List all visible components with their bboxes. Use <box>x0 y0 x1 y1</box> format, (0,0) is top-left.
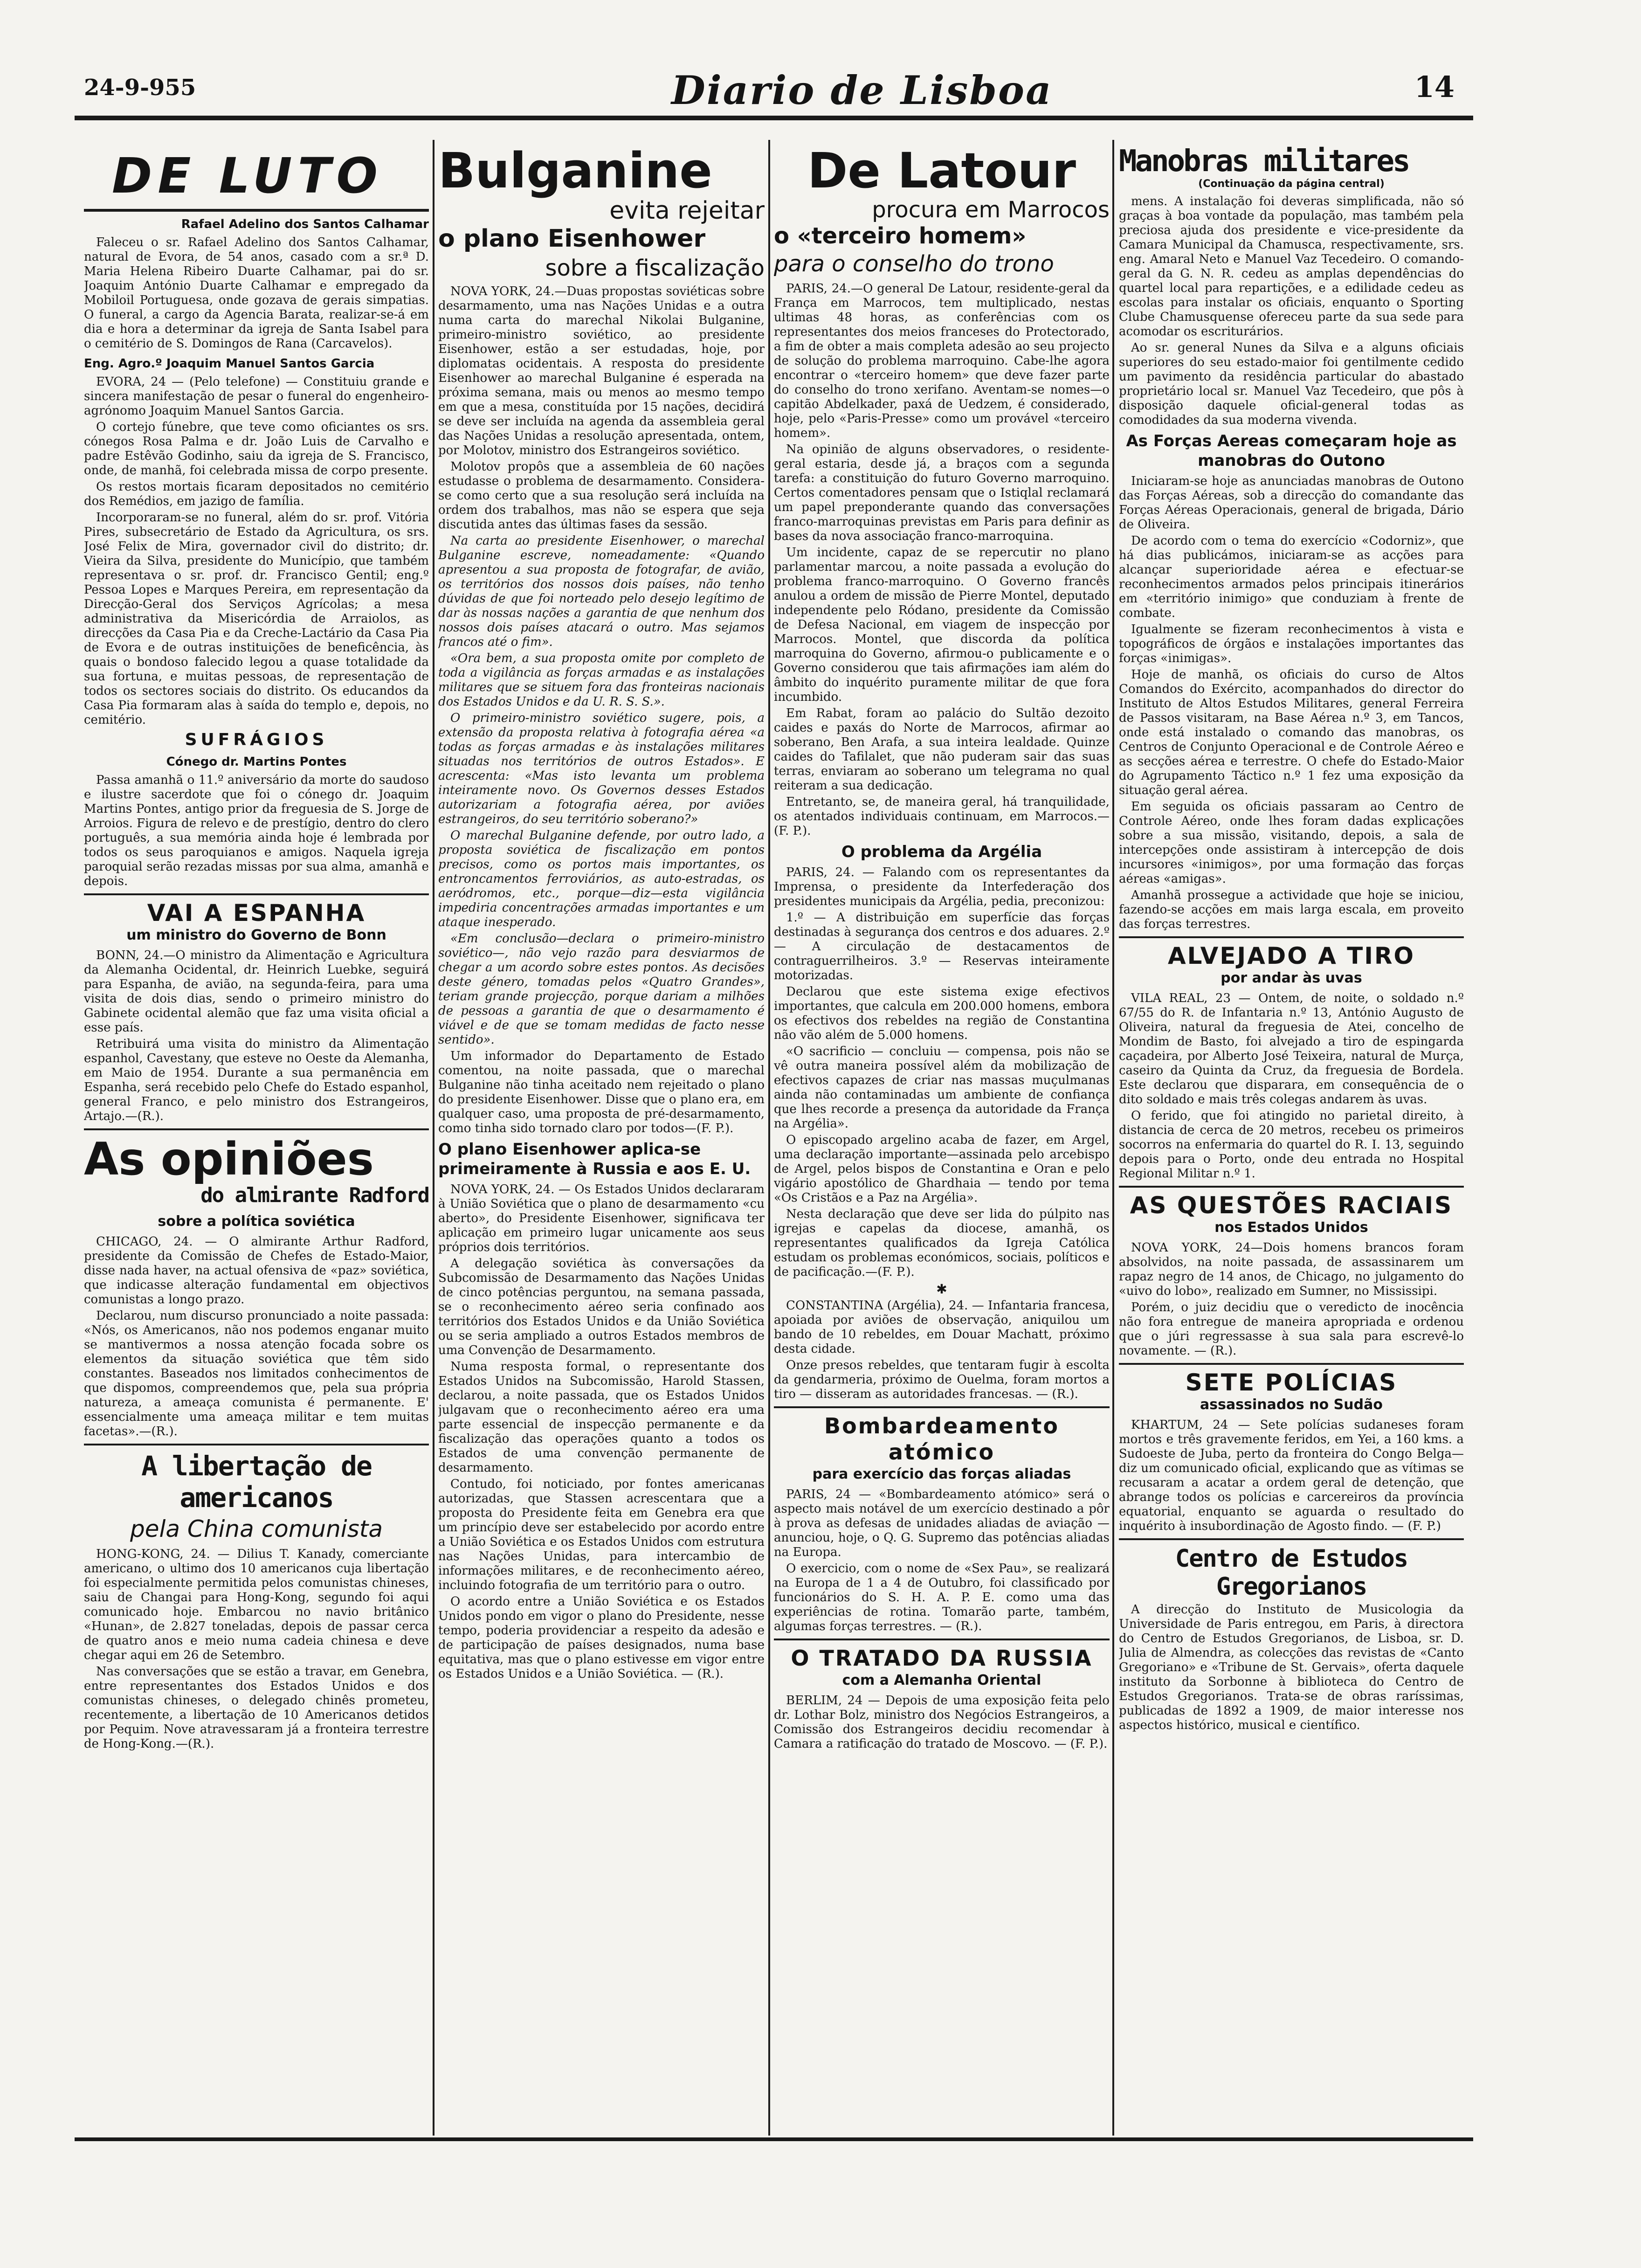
obituary-text: EVORA, 24 — (Pelo telefone) — Constituiu grande e sincera manifestação de pesar o funeral do engenheiro-agrónomo Joaquim Manuel Santos Garcia. <box>84 375 429 418</box>
article-text: O ferido, que foi atingido no parietal direito, à distancia de cerca de 20 metros, recebeu os primeiros socorros na enfermaria do quartel do R. I. 13, seguindo depois para o Porto, onde deu entrada no Hospital Regional Militar n.º 1. <box>1119 1109 1464 1181</box>
article-text: Na carta ao presidente Eisenhower, o marechal Bulganine escreve, nomeadamente: «Quando apresentou a sua proposta de fotografar, de avião, os territórios dos nossos dois países, não tenho dúvidas de que foi norteado pelo desejo legítimo de dar às nossas nações a garantia de que nenhum dos nossos dois países atacará o outro. Mas sejamos francos até o fim». <box>438 534 765 649</box>
article-text: PARIS, 24. — Falando com os representantes da Imprensa, o presidente da Interfederação dos presidentes municipais da Argélia, pedia, preconizou: <box>774 865 1110 908</box>
article-text: mens. A instalação foi deveras simplificada, não só graças à boa vontade da população, mas também pela preciosa ajuda dos presidente e vice-presidente da Camara Municipal da Chamusca, respectivamente, srs. eng. Amaral Neto e Manuel Vaz Tecedeiro. O comando-geral da G. N. R. cedeu as amplas dependências do quartel local para repartições, e a edilidade cedeu as escolas para instalar os oficiais, enquanto o Sporting Clube Chamusquense ofereceu parte da sua sede para acomodar os escriturários. <box>1119 194 1464 339</box>
article-text: A direcção do Instituto de Musicologia da Universidade de Paris entregou, em Paris, à directora do Centro de Estudos Gregorianos, de Lisboa, sr. D. Julia de Almendra, as colecções das revistas de «Canto Gregoriano» e «Tribune de St. Gervais», oferta daquele instituto da Sorbonne à biblioteca do Centro de Estudos Gregorianos. Trata-se de obras raríssimas, publicadas de 1892 a 1909, de maior interesse nos aspectos histórico, musical e científico. <box>1119 1603 1464 1732</box>
article-text: O acordo entre a União Soviética e os Estados Unidos pondo em vigor o plano do Presidente, nesse tempo, poderia providenciar a respeito da adesão e de participação de países designados, numa base equitativa, mas que o plano estivesse em vigor entre os Estados Unidos e a União Soviética. — (R.). <box>438 1595 765 1681</box>
headline: Bombardeamento atómico <box>824 1413 1059 1465</box>
article-text: HONG-KONG, 24. — Dilius T. Kanady, comerciante americano, o ultimo dos 10 americanos cuja libertação foi especialmente permitida pelos comunistas chineses, saiu de Changai para Hong-Kong, segundo foi aqui comunicado hoje. Embarcou no navio britânico «Hunan», de 2.827 toneladas, depois de passar cerca de quatro anos e meio numa cadeia chinesa e deve chegar aqui em 26 de Setembro. <box>84 1547 429 1662</box>
subheadline: com a Alemanha Oriental <box>842 1672 1041 1688</box>
suffrages-heading: SUFRÁGIOS <box>185 730 328 749</box>
continuation-note: (Continuação da página central) <box>1198 178 1385 190</box>
article-text: Amanhã prossegue a actividade que hoje se iniciou, fazendo-se acções em mais larga escala, em proveito das forças terrestres. <box>1119 888 1464 931</box>
issue-date: 24-9-955 <box>84 75 196 101</box>
divider <box>1119 1363 1464 1365</box>
article-text: O marechal Bulganine defende, por outro lado, a proposta soviética de fiscalização em pontos precisos, como os portos mais importantes, os entroncamentos ferroviários, as auto-estradas, os aeródromos, etc., porque—diz—esta vigilância impediria concentrações armadas importantes e um ataque inesperado. <box>438 829 765 929</box>
subheadline: assassinados no Sudão <box>1200 1397 1383 1413</box>
obituary-text: Passa amanhã o 11.º aniversário da morte do saudoso e ilustre sacerdote que foi o cónego dr. Joaquim Martins Pontes, antigo prior da freguesia de S. Jorge de Arroios. Figura de relevo e de prestígio, dentro do clero português, a sua memória ainda hoje é lembrada por todos os seus paroquianos e amigos. Naquela igreja paroquial serão rezadas missas por sua alma, amanhã e depois. <box>84 773 429 888</box>
headline-line: do almirante Radford <box>200 1183 429 1207</box>
article-text: KHARTUM, 24 — Sete polícias sudaneses foram mortos e três gravemente feridos, em Yei, a 160 kms. a Sudoeste de Juba, perto da fronteira do Congo Belga—diz um comunicado oficial, explicando que as vítimas se recusaram a acatar a ordem geral de detenção, que abrange todos os polícias e carcereiros da província equatorial, enquanto se aguarda o resultado do inquérito à insubordinação de Agosto findo. — (F. P.) <box>1119 1418 1464 1533</box>
divider <box>84 893 429 895</box>
subheadline: por andar às uvas <box>1220 970 1362 986</box>
article-text: BERLIM, 24 — Depois de uma exposição feita pelo dr. Lothar Bolz, ministro dos Negócios Estrangeiros, a Comissão dos Estrangeiros decidiu recomendar à Camara a ratificação do tratado de Moscovo. — (F. P.). <box>774 1694 1110 1751</box>
headline-line: o «terceiro homem» <box>774 223 1027 249</box>
article-text: Molotov propôs que a assembleia de 60 nações estudasse o problema de desarmamento. Considera-se como certo que a sua resolução será incluída na ordem dos trabalhos, mas não se espera que seja discutida antes das últimas fases da sessão. <box>438 460 765 532</box>
subheadline: sobre a política soviética <box>158 1213 355 1230</box>
article-text: «Ora bem, a sua proposta omite por completo de toda a vigilância as forças armadas e as instalações militares que se situem fora das fronteiras nacionais dos Estados Unidos e da U. R. S. S.». <box>438 651 765 709</box>
asterisk-separator: ✱ <box>936 1281 947 1297</box>
headline-line: procura em Marrocos <box>872 197 1110 223</box>
obituary-text: Faleceu o sr. Rafael Adelino dos Santos Calhamar, natural de Evora, de 54 anos, casado com a sr.ª D. Maria Helena Ribeiro Duarte Calhamar, pai do sr. Joaquim António Duarte Calhamar e empregado da Mobiloil Portuguesa, onde gozava de gerais simpatias. O funeral, a cargo da Agencia Barata, realizar-se-á em dia e hora a determinar da igreja de Santa Isabel para o cemitério de S. Domingos de Rana (Carcavelos). <box>84 235 429 351</box>
headline-line: para o conselho do trono <box>774 251 1054 277</box>
article-text: Nas conversações que se estão a travar, em Genebra, entre representantes dos Estados Unidos e dos comunistas chineses, o delegado chinês prometeu, recentemente, a libertação de 10 Americanos detidos por Pequim. Nove atravessaram já a fronteira terrestre de Hong-Kong.—(R.). <box>84 1665 429 1751</box>
obituary-name: Rafael Adelino dos Santos Calhamar <box>181 217 429 231</box>
column-1 <box>84 145 429 2131</box>
article-text: «O sacrificio — concluiu — compensa, pois não se vê outra maneira possível além da mobilização de efectivos capazes de criar nas massas muçulmanas ainda não contaminadas um ambiente de confiança que lhes recorde a presença da autoridade da França na Argélia». <box>774 1044 1110 1131</box>
headline: A libertação de americanos <box>141 1450 372 1514</box>
headline-line: evita rejeitar <box>609 197 765 225</box>
article-text: Declarou que este sistema exige efectivos importantes, que calcula em 200.000 homens, embora os efectivos dos rebeldes na região de Constantina não vão além de 5.000 homens. <box>774 985 1110 1042</box>
page-number: 14 <box>1414 70 1455 104</box>
article-text: NOVA YORK, 24. — Os Estados Unidos declararam à União Soviética que o plano de desarmamento «cu aberto», do Presidente Eisenhower, significava ter aplicação em primeiro lugar unicamente aos seus próprios dois territórios. <box>438 1182 765 1254</box>
article-text: O exercicio, com o nome de «Sex Pau», se realizará na Europa de 1 a 4 de Outubro, foi classificado por funcionários do S. H. A. P. E. como uma das experiências de rotina. Tomarão parte, também, algumas forças terrestres. — (R.). <box>774 1562 1110 1633</box>
article-text: PARIS, 24.—O general De Latour, residente-geral da França em Marrocos, tem multiplicado, nestas ultimas 48 horas, as conferências com os representantes dos meios franceses do Protectorado, a fim de obter a mais completa adesão ao seu projecto de solução do problema marroquino. Cabe-lhe agora encontrar o «terceiro homem» que deve fazer parte do conselho do trono xerifano. Aventam-se nomes—o capitão Abdelkader, paxá de Uedzem, é considerado, hoje, pelo «Paris-Presse» como um provável «terceiro homem». <box>774 282 1110 440</box>
article-text: 1.º — A distribuição em superfície das forças destinadas à segurança dos centros e dos aduares. 2.º — A circulação de destacamentos de contraguerrilheiros. 3.º — Reservas inteiramente motorizadas. <box>774 911 1110 982</box>
article-text: NOVA YORK, 24—Dois homens brancos foram absolvidos, na noite passada, de assassinarem um rapaz negro de 14 anos, de Chicago, no julgamento do «uivo do lobo», realizado em Sumner, no Mississipi. <box>1119 1241 1464 1298</box>
article-text: Porém, o juiz decidiu que o veredicto de inocência não fora entregue de maneira apropriada e ordenou que o júri regressasse à sua sala para escrevê-lo novamente. — (R.). <box>1119 1300 1464 1358</box>
article-text: CONSTANTINA (Argélia), 24. — Infantaria francesa, apoiada por aviões de observação, aniquilou um bando de 10 rebeldes, em Douar Machatt, próximo desta cidade. <box>774 1299 1110 1356</box>
article-text: Ao sr. general Nunes da Silva e a alguns oficiais superiores do seu estado-maior foi gentilmente cedido um pavimento da residência particular do abastado proprietário local sr. Manuel Vaz Tecedeiro, que pôs à disposição daquele oficial-general todas as comodidades da sua moderna vivenda. <box>1119 341 1464 427</box>
subheadline: nos Estados Unidos <box>1214 1219 1368 1236</box>
article-text: A delegação soviética às conversações da Subcomissão de Desarmamento das Nações Unidas de cinco potências perguntou, na semana passada, se o reconhecimento aéreo seria confinado aos territórios dos Estados Unidos e da União Soviética ou se seria ampliado a outros Estados membros de uma Convenção de Desarmamento. <box>438 1257 765 1357</box>
article-text: Um informador do Departamento de Estado comentou, na noite passada, que o marechal Bulganine não tinha aceitado nem rejeitado o plano do presidente Eisenhower. Disse que o plano era, em qualquer caso, uma proposta de pré-desarmamento, como tinha sido tornado claro por todos—(F. P.). <box>438 1049 765 1135</box>
obituary-name: Cónego dr. Martins Pontes <box>166 755 347 769</box>
divider <box>1119 936 1464 938</box>
column-3 <box>774 145 1110 2131</box>
article-text: VILA REAL, 23 — Ontem, de noite, o soldado n.º 67/55 do R. de Infantaria n.º 13, António Augusto de Oliveira, natural da freguesia de Atei, concelho de Mondim de Basto, foi alvejado a tiro de espingarda caçadeira, por Alberto José Teixeira, natural de Murça, caseiro da Quinta da Cruz, da freguesia de Bordela. Este declarou que disparara, em consequência de o dito soldado e mais três colegas andarem às uvas. <box>1119 991 1464 1106</box>
subheadline: um ministro do Governo de Bonn <box>126 927 386 943</box>
divider <box>84 1444 429 1445</box>
article-text: O episcopado argelino acaba de fazer, em Argel, uma declaração importante—assinada pelo arcebispo de Argel, pelos bispos de Constantina e Oran e pelo vigário apostólico de Ghardhaia — tendo por tema «Os Cristãos e a Paz na Argélia». <box>774 1133 1110 1205</box>
divider <box>774 1639 1110 1640</box>
article-text: Um incidente, capaz de se repercutir no plano parlamentar marcou, a noite passada a evolução do problema franco-marroquino. O Governo francês anulou a ordem de missão de Pierre Montel, deputado independente pelo Ródano, presidente da Comissão de Defesa Nacional, em viagem de inspecção por Marrocos. Montel, que discorda da política marroquina do Governo, afirmou-o publicamente e o Governo considerou que tais afirmações iam além do âmbito do inquérito puramente militar de que fora incumbido. <box>774 546 1110 704</box>
newspaper-name: Diario de Lisboa <box>671 67 1053 113</box>
article-text: BONN, 24.—O ministro da Alimentação e Agricultura da Alemanha Ocidental, dr. Heinrich Luebke, seguirá para Espanha, de avião, na segunda-feira, para uma visita de dois dias, sendo o primeiro ministro do Gabinete ocidental alemão que faz uma visita oficial a esse país. <box>84 948 429 1035</box>
subheadline: As Forças Aereas começaram hoje as manobras do Outono <box>1126 432 1457 470</box>
divider <box>1119 1186 1464 1188</box>
column-4 <box>1119 145 1464 2131</box>
article-text: Igualmente se fizeram reconhecimentos à vista e topográficos de órgãos e instalações importantes das forças «inimigas». <box>1119 622 1464 665</box>
article-text: Declarou, num discurso pronunciado a noite passada: «Nós, os Americanos, não nos podemos enganar muito se mantivermos a nossa atenção focada sobre os elementos da situação soviética que têm sido constantes. Baseados nos limitados conhecimentos de que dispomos, compreendemos que, pela sua própria natureza, a ameaça comunista é permanente. E' essencialmente uma ameaça militar e tem muitas facetas».—(R.). <box>84 1309 429 1438</box>
article-text: CHICAGO, 24. — O almirante Arthur Radford, presidente da Comissão de Chefes de Estado-Maior, disse nada haver, na actual ofensiva de «paz» soviética, que indicasse alteração fundamental em objectivos comunistas a longo prazo. <box>84 1235 429 1307</box>
headline-line: sobre a fiscalização <box>545 255 765 281</box>
article-text: Contudo, foi noticiado, por fontes americanas autorizadas, que Stassen acrescentara que a proposta do Presidente feita em Genebra era que um princípio deve ser estabelecido por acordo entre a União Soviética e os Estados Unidos com estrutura nas Nações Unidas, para intercambio de informações militares, e de reconhecimento aéreo, incluindo fotografia de um território para o outro. <box>438 1477 765 1592</box>
column-separator <box>433 140 434 2136</box>
article-text: Retribuirá uma visita do ministro da Alimentação espanhol, Cavestany, que esteve no Oeste da Alemanha, em Maio de 1954. Durante a sua permanência em Espanha, será recebido pelo Chefe do Estado espanhol, general Franco, e pelo ministro dos Estrangeiros, Artajo.—(R.). <box>84 1037 429 1123</box>
headline: As opiniões <box>84 1133 374 1185</box>
headline: VAI A ESPANHA <box>147 899 366 927</box>
footer-rule <box>75 2137 1473 2141</box>
obituary-heading: DE LUTO <box>112 147 383 204</box>
headline: SETE POLÍCIAS <box>1185 1369 1398 1396</box>
headline: O TRATADO DA RUSSIA <box>791 1646 1093 1671</box>
obituary-text: Incorporaram-se no funeral, além do sr. prof. Vitória Pires, subsecretário de Estado da Agricultura, os srs. José Felix de Mira, governador civil do distrito; dr. Vieira da Silva, presidente do Município, que também representava o sr. prof. dr. Francisco Gentil; eng.º Pessoa Lopes e Marques Pereira, em representação da Direcção-Geral dos Serviços Agrícolas; a mesa administrativa da Misericórdia de Arraiolos, as direcções da Casa Pia e da Creche-Lactário da Casa Pia de Evora e de outras instituições de beneficência, às quais o bondoso falecido legou a quase totalidade da sua fortuna, e muitas pessoas, de representação de todos os sectores sociais do distrito. Os educandos da Casa Pia formaram alas à saída do templo e, depois, no cemitério. <box>84 511 429 727</box>
article-text: Iniciaram-se hoje as anunciadas manobras de Outono das Forças Aéreas, sob a direcção do comandante das Forças Aéreas Operacionais, general de brigada, Dário de Oliveira. <box>1119 474 1464 532</box>
article-text: Em seguida os oficiais passaram ao Centro de Controle Aéreo, onde lhes foram dadas explicações sobre a sua missão, visitando, depois, a sala de intercepções onde assistiram à intercepção de dois incursores «inimigos», por uma formação das forças aéreas «amigas». <box>1119 800 1464 886</box>
headline: De Latour <box>807 145 1076 199</box>
column-2 <box>438 145 765 2131</box>
masthead-rule <box>75 116 1473 120</box>
divider <box>84 209 429 212</box>
article-text: Nesta declaração que deve ser lida do púlpito nas igrejas e capelas da diocese, amanhã, os representantes qualificados da Igreja Católica estudam os problemas económicos, sociais, políticos e de pacificação.—(F. P.). <box>774 1207 1110 1279</box>
column-separator <box>1112 140 1114 2136</box>
headline-line: o plano Eisenhower <box>438 225 706 253</box>
headline: Bulganine <box>438 145 712 199</box>
column-separator <box>768 140 770 2136</box>
obituary-name: Eng. Agro.º Joaquim Manuel Santos Garcia <box>84 357 375 371</box>
headline: AS QUESTÕES RACIAIS <box>1130 1192 1453 1219</box>
article-text: Numa resposta formal, o representante dos Estados Unidos na Subcomissão, Harold Stassen, declarou, a noite passada, que os Estados Unidos julgavam que o reconhecimento aéreo era uma parte essencial de inspecção permanente e da fiscalização das operações quanto a todos os Estados de uma convenção permanente de desarmamento. <box>438 1360 765 1475</box>
article-text: «Em conclusão—declara o primeiro-ministro soviético—, não vejo razão para desviarmos de chegar a um acordo sobre estes pontos. As decisões deste género, tomadas pelos «Quatro Grandes», teriam grande projecção, porque dariam a milhões de pessoas a garantia de que o desarmamento é viável e de que se tomam medidas de facto nesse sentido». <box>438 932 765 1047</box>
subheadline: O plano Eisenhower aplica-se primeiramente à Russia e aos E. U. <box>438 1140 751 1178</box>
article-text: Entretanto, se, de maneira geral, há tranquilidade, os atentados individuais continuam, em Marrocos.—(F. P.). <box>774 795 1110 838</box>
headline-line: pela China comunista <box>130 1515 383 1542</box>
subheadline: para exercício das forças aliadas <box>812 1466 1071 1482</box>
subheadline: O problema da Argélia <box>841 843 1042 861</box>
obituary-text: O cortejo fúnebre, que teve como oficiantes os srs. cónegos Rosa Palma e dr. João Luis de Carvalho e padre Estêvão Godinho, saiu da igreja de S. Francisco, onde, de manhã, foi celebrada missa de corpo presente. <box>84 420 429 477</box>
article-text: PARIS, 24 — «Bombardeamento atómico» será o aspecto mais notável de um exercício destinado a pôr à prova as defesas de unidades aliadas de aviação — anunciou, hoje, o Q. G. Supremo das potências aliadas na Europa. <box>774 1487 1110 1559</box>
obituary-text: Os restos mortais ficaram depositados no cemitério dos Remédios, em jazigo de família. <box>84 480 429 508</box>
article-text: Onze presos rebeldes, que tentaram fugir à escolta da gendarmeria, próximo de Ouelma, foram mortos a tiro — disseram as autoridades francesas. — (R.). <box>774 1358 1110 1401</box>
article-text: Hoje de manhã, os oficiais do curso de Altos Comandos do Exército, acompanhados do director do Instituto de Altos Estudos Militares, general Ferreira de Passos visitaram, na Base Aérea n.º 3, em Tancos, onde está instalado o comando das manobras, os Centros de Conjunto Operacional e de Controle Aéreo e as secções aérea e terrestre. O chefe do Estado-Maior do Agrupamento Táctico n.º 1 fez uma exposição da situação geral aérea. <box>1119 668 1464 797</box>
headline: Manobras militares <box>1119 145 1409 179</box>
masthead <box>75 65 1473 117</box>
article-text: De acordo com o tema do exercício «Codorniz», que há dias publicámos, iniciaram-se as acções para alcançar superioridade aérea e efectuar-se reconhecimentos armados pelos principais itinerários em «território inimigo» que conduziam à frente de combate. <box>1119 534 1464 620</box>
divider <box>774 1406 1110 1408</box>
article-text: NOVA YORK, 24.—Duas propostas soviéticas sobre desarmamento, uma nas Nações Unidas e a outra numa carta do marechal Nikolai Bulganine, primeiro-ministro soviético, ao presidente Eisenhower, estão a ser estudadas, hoje, por diplomatas ocidentais. A resposta do presidente Eisenhower ao marechal Bulganine é esperada na próxima semana, mais ou menos ao mesmo tempo em que a mesa, constituída por 15 nações, decidirá se deve ser incluída na agenda da assembleia geral das Nações Unidas a resolução apresentada, ontem, por Molotov, ministro dos Estrangeiros soviético. <box>438 284 765 457</box>
article-text: Na opinião de alguns observadores, o residente-geral estaria, desde já, a braços com a segunda tarefa: a constituição do futuro Governo marroquino. Certos comentadores pensam que o Istiqlal reclamará um papel preponderante quando das conversações franco-marroquinas previstas em Paris para definir as bases da nova associação franco-marroquina. <box>774 443 1110 543</box>
article-text: Em Rabat, foram ao palácio do Sultão dezoito caides e paxás do Norte de Marrocos, afirmar ao soberano, Ben Arafa, a sua inteira lealdade. Quinze caides do Tafilalet, que não puderam sair das suas terras, enviaram ao soberano um telegrama no qual reiteram a sua dedicação. <box>774 706 1110 793</box>
headline: ALVEJADO A TIRO <box>1167 942 1415 969</box>
article-text: O primeiro-ministro soviético sugere, pois, a extensão da proposta relativa à fotografia aérea «a todas as forças armadas e às instalações militares situadas nos territórios de outros Estados». E acrescenta: «Mas isto levanta um problema inteiramente novo. Os Governos desses Estados autorizariam a fotografia aérea, por aviões estrangeiros, do seu território soberano?» <box>438 711 765 826</box>
headline: Centro de Estudos Gregorianos <box>1175 1545 1408 1601</box>
divider <box>1119 1538 1464 1540</box>
divider <box>84 1128 429 1130</box>
